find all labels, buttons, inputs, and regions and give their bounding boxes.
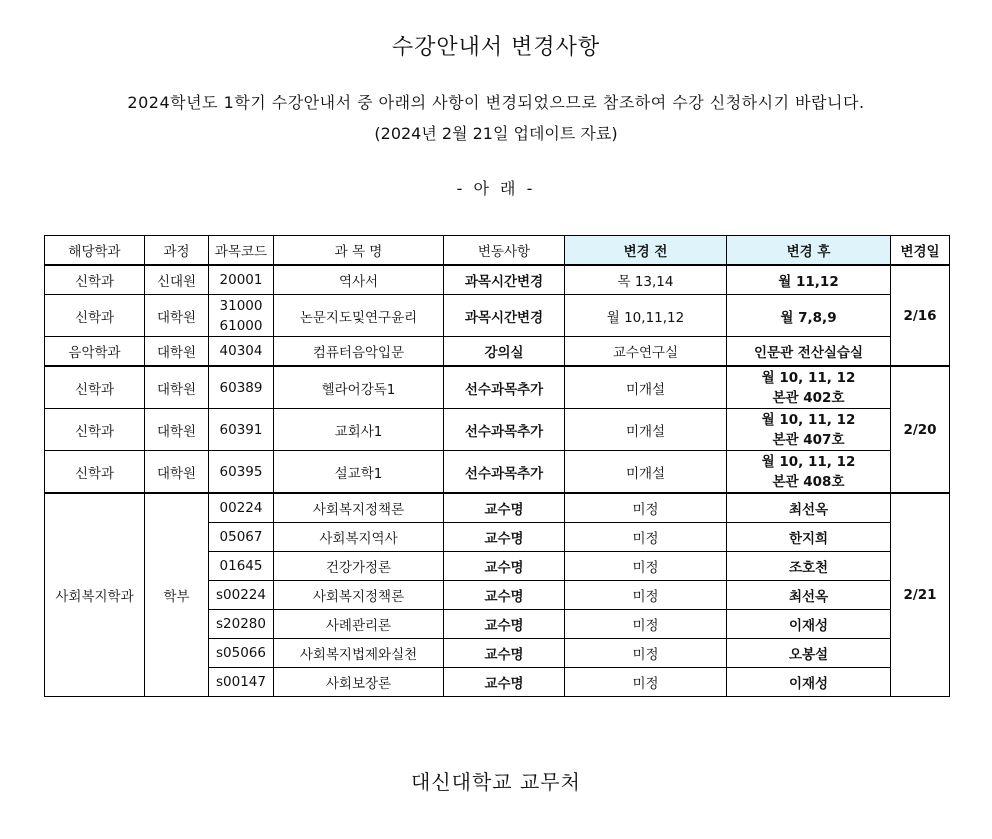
cell-code: 20001 [209,265,274,295]
cell-code: 60395 [209,451,274,494]
cell-after: 최선옥 [727,493,891,523]
cell-change: 교수명 [444,639,565,668]
cell-before: 미개설 [565,451,727,494]
cell-dept: 신학과 [45,295,145,337]
cell-change: 선수과목추가 [444,451,565,494]
cell-name: 논문지도및연구윤리 [274,295,444,337]
cell-name: 사회보장론 [274,668,444,697]
cell-name: 사회복지역사 [274,523,444,552]
cell-date: 2/20 [891,366,950,493]
cell-name: 설교학1 [274,451,444,494]
cell-after: 이재성 [727,668,891,697]
cell-before: 미정 [565,493,727,523]
cell-after: 오봉설 [727,639,891,668]
update-note: (2024년 2월 21일 업데이트 자료) [374,124,618,143]
cell-name: 사회복지정책론 [274,493,444,523]
table-row [45,337,950,367]
cell-before: 목 13,14 [565,265,727,295]
cell-change: 강의실 [444,337,565,367]
cell-code: s00147 [209,668,274,697]
cell-after: 한지희 [727,523,891,552]
cell-change: 교수명 [444,523,565,552]
after-room: 본관 407호 [772,431,845,448]
cell-code: 60389 [209,366,274,409]
cell-after: 이재성 [727,610,891,639]
cell-course: 학부 [145,493,209,697]
cell-date: 2/16 [891,265,950,366]
cell-code: s00224 [209,581,274,610]
header-after: 변경 후 [727,236,891,266]
cell-change: 선수과목추가 [444,409,565,451]
cell-course: 대학원 [145,337,209,367]
header-dept: 해당학과 [45,236,145,266]
page-title: 수강안내서 변경사항 [391,35,601,60]
cell-change: 선수과목추가 [444,366,565,409]
change-table [44,235,950,697]
cell-after: 인문관 전산실습실 [727,337,891,367]
cell-before: 월 10,11,12 [565,295,727,337]
cell-before: 미정 [565,639,727,668]
after-time: 월 10, 11, 12 [761,453,856,470]
cell-dept: 신학과 [45,366,145,409]
cell-after: 월 7,8,9 [727,295,891,337]
header-date: 변경일 [891,236,950,266]
cell-before: 미개설 [565,366,727,409]
section-marker: - 아 래 - [456,179,536,198]
cell-course: 신대원 [145,265,209,295]
cell-after: 최선옥 [727,581,891,610]
cell-dept: 음악학과 [45,337,145,367]
intro-text: 2024학년도 1학기 수강안내서 중 아래의 사항이 변경되었으므로 참조하여 수강 신청하시기 바랍니다. [127,93,865,112]
after-room: 본관 408호 [772,473,845,490]
table-header-row [45,236,950,266]
code-line-1: 31000 [219,297,263,314]
cell-code [209,295,274,337]
cell-name: 건강가정론 [274,552,444,581]
cell-code: s05066 [209,639,274,668]
cell-name: 사회복지정책론 [274,581,444,610]
cell-name: 컴퓨터음악입문 [274,337,444,367]
cell-after: 월 11,12 [727,265,891,295]
cell-name: 사례관리론 [274,610,444,639]
cell-after: 조호천 [727,552,891,581]
cell-before: 미정 [565,581,727,610]
table-row [45,451,950,494]
cell-change: 교수명 [444,493,565,523]
cell-change: 교수명 [444,668,565,697]
cell-after [727,451,891,494]
code-line-2: 61000 [219,317,263,334]
cell-code: 00224 [209,493,274,523]
table-row [45,265,950,295]
cell-before: 미개설 [565,409,727,451]
header-course: 과정 [145,236,209,266]
after-room: 본관 402호 [772,389,845,406]
table-row [45,493,950,523]
footer-issuer: 대신대학교 교무처 [411,770,581,794]
cell-code: 60391 [209,409,274,451]
table-row [45,295,950,337]
table-row [45,366,950,409]
cell-name: 사회복지법제와실천 [274,639,444,668]
header-before: 변경 전 [565,236,727,266]
cell-dept: 신학과 [45,409,145,451]
cell-change: 과목시간변경 [444,265,565,295]
cell-change: 교수명 [444,581,565,610]
cell-code: 05067 [209,523,274,552]
cell-course: 대학원 [145,451,209,494]
cell-date: 2/21 [891,493,950,697]
cell-before: 교수연구실 [565,337,727,367]
table-row [45,409,950,451]
after-time: 월 10, 11, 12 [761,369,856,386]
cell-code: 40304 [209,337,274,367]
cell-change: 교수명 [444,610,565,639]
cell-name: 교회사1 [274,409,444,451]
cell-dept: 신학과 [45,265,145,295]
header-name: 과 목 명 [274,236,444,266]
cell-name: 역사서 [274,265,444,295]
header-code: 과목코드 [209,236,274,266]
cell-code: s20280 [209,610,274,639]
cell-before: 미정 [565,610,727,639]
cell-after [727,409,891,451]
after-time: 월 10, 11, 12 [761,411,856,428]
cell-dept: 사회복지학과 [45,493,145,697]
cell-change: 교수명 [444,552,565,581]
cell-course: 대학원 [145,409,209,451]
cell-course: 대학원 [145,366,209,409]
cell-name: 헬라어강독1 [274,366,444,409]
cell-change: 과목시간변경 [444,295,565,337]
cell-before: 미정 [565,552,727,581]
cell-dept: 신학과 [45,451,145,494]
header-change: 변동사항 [444,236,565,266]
cell-before: 미정 [565,668,727,697]
cell-code: 01645 [209,552,274,581]
cell-before: 미정 [565,523,727,552]
cell-after [727,366,891,409]
cell-course: 대학원 [145,295,209,337]
